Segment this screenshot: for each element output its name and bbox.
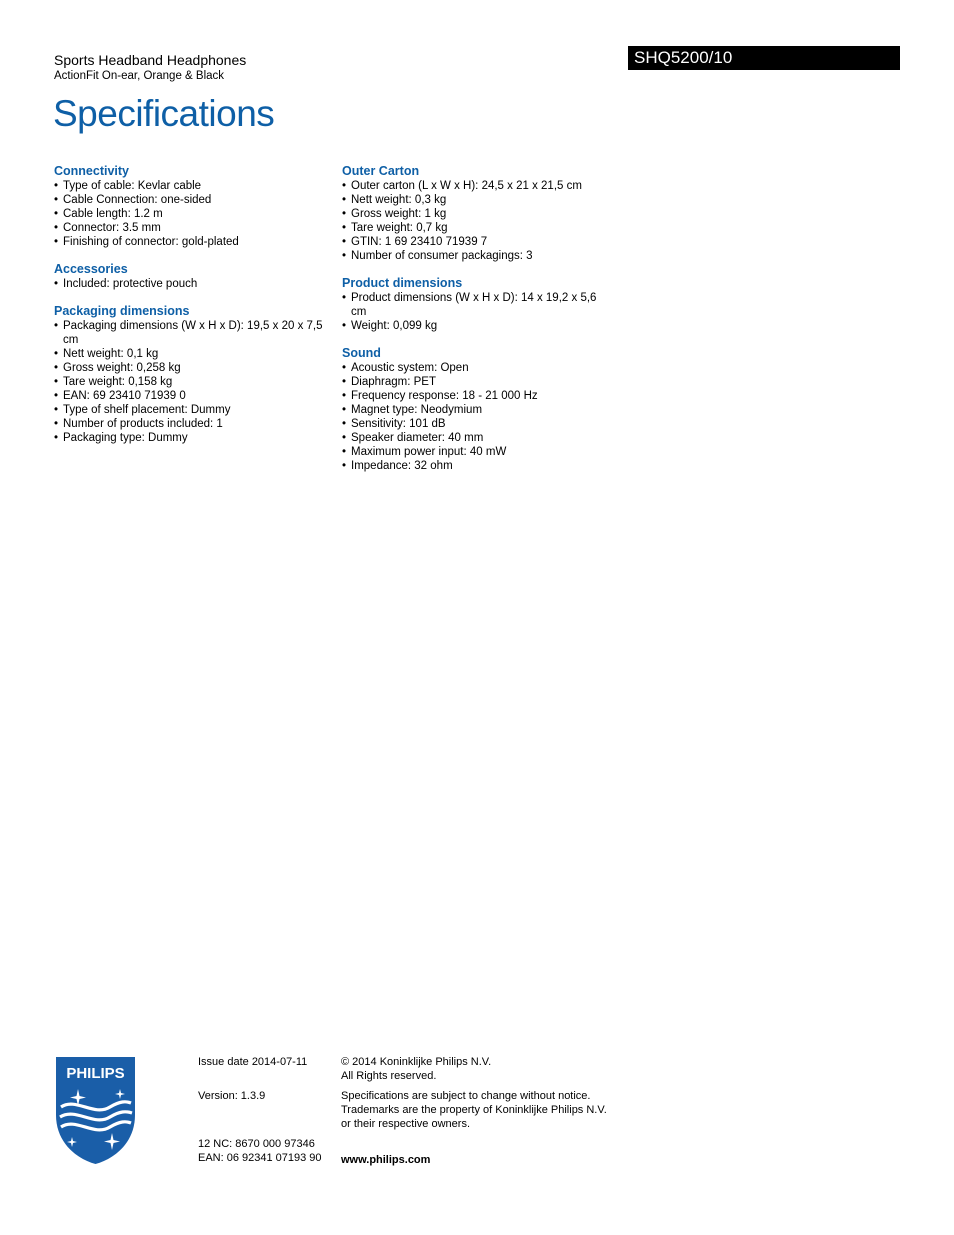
philips-shield-icon — [54, 1055, 137, 1166]
spec-section — [54, 304, 324, 445]
product-name: Sports Headband Headphones — [54, 52, 247, 68]
spec-item: • GTIN: 1 69 23410 71939 7 — [342, 235, 612, 249]
owners-line: or their respective owners. — [341, 1118, 470, 1130]
spec-item: • Finishing of connector: gold-plated — [54, 235, 324, 249]
spec-section — [342, 346, 612, 473]
spec-item: • Outer carton (L x W x H): 24,5 x 21 x 21,5 cm — [342, 179, 612, 193]
model-number-bar: SHQ5200/10 — [628, 46, 900, 70]
section-title: Outer Carton — [342, 164, 420, 178]
spec-item: • Included: protective pouch — [54, 277, 324, 291]
spec-column-left — [54, 164, 324, 458]
spec-item: • Gross weight: 1 kg — [342, 207, 612, 221]
spec-item: • Acoustic system: Open — [342, 361, 612, 375]
spec-item: • Number of products included: 1 — [54, 417, 324, 431]
spec-item: • Frequency response: 18 - 21 000 Hz — [342, 389, 612, 403]
spec-item: • Maximum power input: 40 mW — [342, 445, 612, 459]
spec-item: • Impedance: 32 ohm — [342, 459, 612, 473]
spec-item: • Weight: 0,099 kg — [342, 319, 612, 333]
spec-item: • Tare weight: 0,158 kg — [54, 375, 324, 389]
spec-item: • Cable length: 1.2 m — [54, 207, 324, 221]
spec-item: • Cable Connection: one-sided — [54, 193, 324, 207]
spec-list — [54, 319, 324, 445]
section-title: Product dimensions — [342, 276, 463, 290]
spec-item: • Nett weight: 0,1 kg — [54, 347, 324, 361]
spec-item: • Nett weight: 0,3 kg — [342, 193, 612, 207]
issue-date: Issue date 2014-07-11 — [198, 1056, 308, 1068]
spec-item: • EAN: 69 23410 71939 0 — [54, 389, 324, 403]
section-title: Sound — [342, 346, 381, 360]
spec-list — [342, 291, 612, 333]
spec-item: • Tare weight: 0,7 kg — [342, 221, 612, 235]
logo-wordmark: PHILIPS — [66, 1065, 125, 1082]
spec-item: • Type of shelf placement: Dummy — [54, 403, 324, 417]
notice-line: Specifications are subject to change without notice. — [341, 1090, 591, 1102]
section-title: Connectivity — [54, 164, 130, 178]
spec-item: • Diaphragm: PET — [342, 375, 612, 389]
spec-section — [54, 164, 324, 249]
rights-line: All Rights reserved. — [341, 1070, 437, 1082]
version: Version: 1.3.9 — [198, 1090, 266, 1102]
spec-item: • Type of cable: Kevlar cable — [54, 179, 324, 193]
spec-item: • Gross weight: 0,258 kg — [54, 361, 324, 375]
ean-number: EAN: 06 92341 07193 90 — [198, 1152, 322, 1164]
spec-item: • Magnet type: Neodymium — [342, 403, 612, 417]
spec-item: • Sensitivity: 101 dB — [342, 417, 612, 431]
spec-list — [342, 361, 612, 473]
product-subtitle: ActionFit On-ear, Orange & Black — [54, 70, 225, 82]
spec-item: • Product dimensions (W x H x D): 14 x 19,2 x 5,6 cm — [342, 291, 612, 319]
spec-item: • Connector: 3.5 mm — [54, 221, 324, 235]
section-title: Packaging dimensions — [54, 304, 190, 318]
spec-list — [54, 277, 324, 291]
spec-column-right — [342, 164, 612, 486]
spec-section — [342, 164, 612, 263]
spec-list — [54, 179, 324, 249]
footer-issue-info — [198, 1055, 333, 1165]
spec-section — [54, 262, 324, 291]
page-title: Specifications — [53, 93, 275, 134]
section-title: Accessories — [54, 262, 128, 276]
nc-number: 12 NC: 8670 000 97346 — [198, 1138, 315, 1150]
spec-list — [342, 179, 612, 263]
spec-item: • Speaker diameter: 40 mm — [342, 431, 612, 445]
footer-legal — [341, 1055, 631, 1167]
copyright-line: © 2014 Koninklijke Philips N.V. — [341, 1056, 492, 1068]
spec-item: • Packaging type: Dummy — [54, 431, 324, 445]
spec-item: • Packaging dimensions (W x H x D): 19,5 x 20 x 7,5 cm — [54, 319, 324, 347]
trademark-line: Trademarks are the property of Koninklijke Philips N.V. — [341, 1104, 607, 1116]
website-link[interactable]: www.philips.com — [341, 1154, 431, 1166]
spec-item: • Number of consumer packagings: 3 — [342, 249, 612, 263]
spec-section — [342, 276, 612, 333]
